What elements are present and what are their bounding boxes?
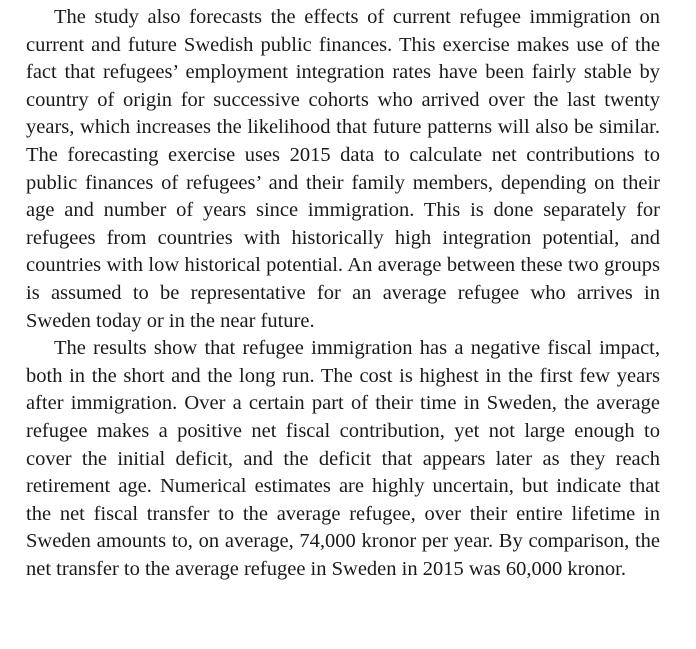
paragraph-fiscal-forecast: The study also forecasts the effects of current refugee immigration on current and future Swedish public finances. This exercise makes use of the fact that refugees’ employment integration rates have been fairly stable by country of origin for successive cohorts who arrived over the last twenty years, which increases the likelihood that future patterns will also be similar. The forecasting exercise uses 2015 data to calculate net contributions to public finances of refugees’ and their family members, depending on their age and number of years since immigration. This is done separately for refugees from countries with historically high integration potential, and countries with low historical potential. An average between these two groups is assumed to be representative for an average refugee who arrives in Sweden today or in the near future. xyxy=(26,6,660,332)
document-page xyxy=(26,4,660,583)
paragraph-fiscal-results: The results show that refugee immigration has a negative fiscal impact, both in the short and the long run. The cost is highest in the first few years after immigration. Over a certain part of their time in Sweden, the average refugee makes a positive net fiscal contribution, yet not large enough to cover the initial deficit, and the deficit that appears later as they reach retirement age. Numerical estimates are highly uncertain, but indicate that the net fiscal transfer to the average refugee, over their entire lifetime in Sweden amounts to, on average, 74,000 kronor per year. By comparison, the net transfer to the average refugee in Sweden in 2015 was 60,000 kronor. xyxy=(26,337,660,580)
